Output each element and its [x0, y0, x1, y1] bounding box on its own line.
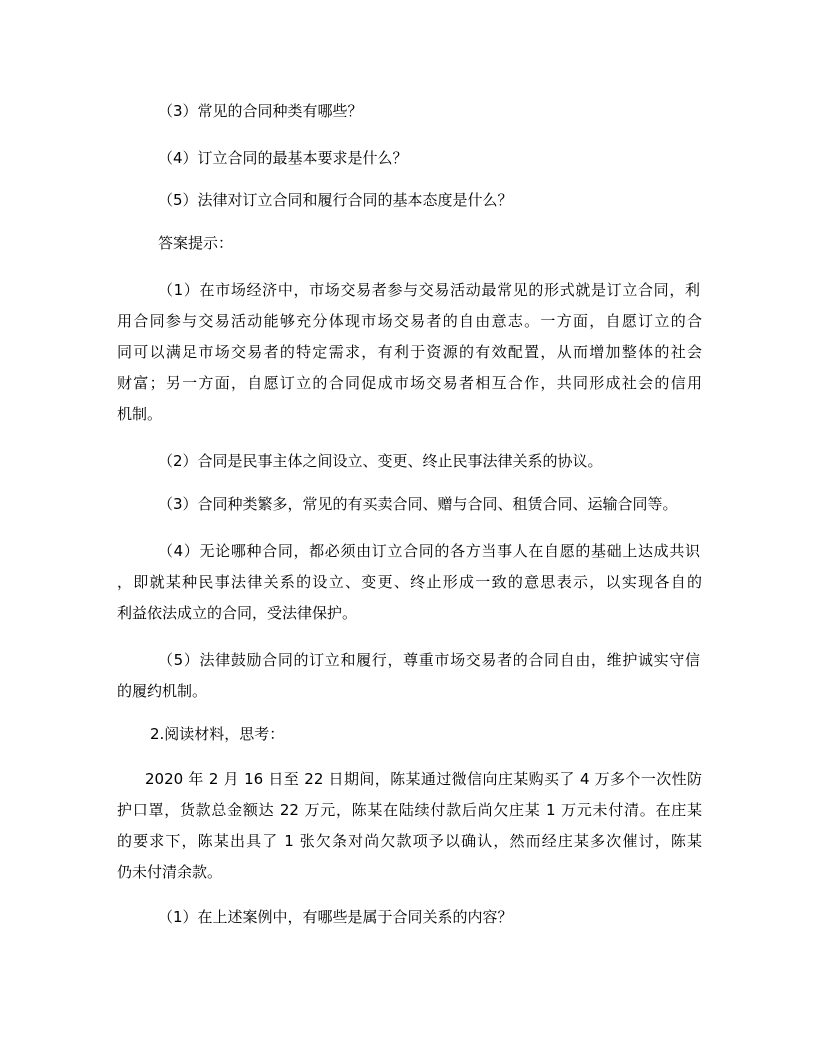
question-5: （5）法律对订立合同和履行合同的基本态度是什么？: [158, 191, 513, 209]
answer-1-line-3: 同可以满足市场交易者的特定需求，有利于资源的有效配置，从而增加整体的社会: [117, 343, 702, 361]
material-line-3: 的要求下，陈某出具了 1 张欠条对尚欠款项予以确认，然而经庄某多次催讨，陈某: [117, 832, 702, 850]
question-2-1: （1）在上述案例中，有哪些是属于合同关系的内容？: [158, 908, 513, 926]
item-2-heading: 2.阅读材料，思考：: [150, 725, 285, 743]
material-line-1: 2020 年 2 月 16 日至 22 日期间，陈某通过微信向庄某购买了 4 万多个一次性防: [145, 770, 702, 788]
question-4: （4）订立合同的最基本要求是什么？: [158, 149, 408, 167]
answer-1-line-1: （1）在市场经济中，市场交易者参与交易活动最常见的形式就是订立合同，利: [158, 281, 700, 299]
material-line-2: 护口罩，货款总金额达 22 万元，陈某在陆续付款后尚欠庄某 1 万元未付清。在庄某: [117, 801, 702, 819]
answer-5-line-2: 的履约机制。: [117, 682, 208, 700]
answer-4-line-2: ，即就某种民事法律关系的设立、变更、终止形成一致的意思表示，以实现各自的: [117, 573, 702, 591]
answer-5-line-1: （5）法律鼓励合同的订立和履行，尊重市场交易者的合同自由，维护诚实守信: [158, 651, 700, 669]
answer-4-line-1: （4）无论哪种合同，都必须由订立合同的各方当事人在自愿的基础上达成共识: [158, 542, 700, 560]
answer-hint-heading: 答案提示：: [158, 234, 234, 252]
answer-3: （3）合同种类繁多，常见的有买卖合同、赠与合同、租赁合同、运输合同等。: [158, 495, 678, 513]
answer-4-line-3: 利益依法成立的合同，受法律保护。: [117, 604, 358, 622]
answer-2: （2）合同是民事主体之间设立、变更、终止民事法律关系的协议。: [158, 452, 603, 470]
answer-1-line-2: 用合同参与交易活动能够充分体现市场交易者的自由意志。一方面，自愿订立的合: [117, 312, 702, 330]
question-3: （3）常见的合同种类有哪些？: [158, 102, 363, 120]
answer-1-line-5: 机制。: [117, 405, 163, 423]
material-line-4: 仍未付清余款。: [117, 863, 223, 881]
answer-1-line-4: 财富；另一方面，自愿订立的合同促成市场交易者相互合作，共同形成社会的信用: [117, 374, 702, 392]
